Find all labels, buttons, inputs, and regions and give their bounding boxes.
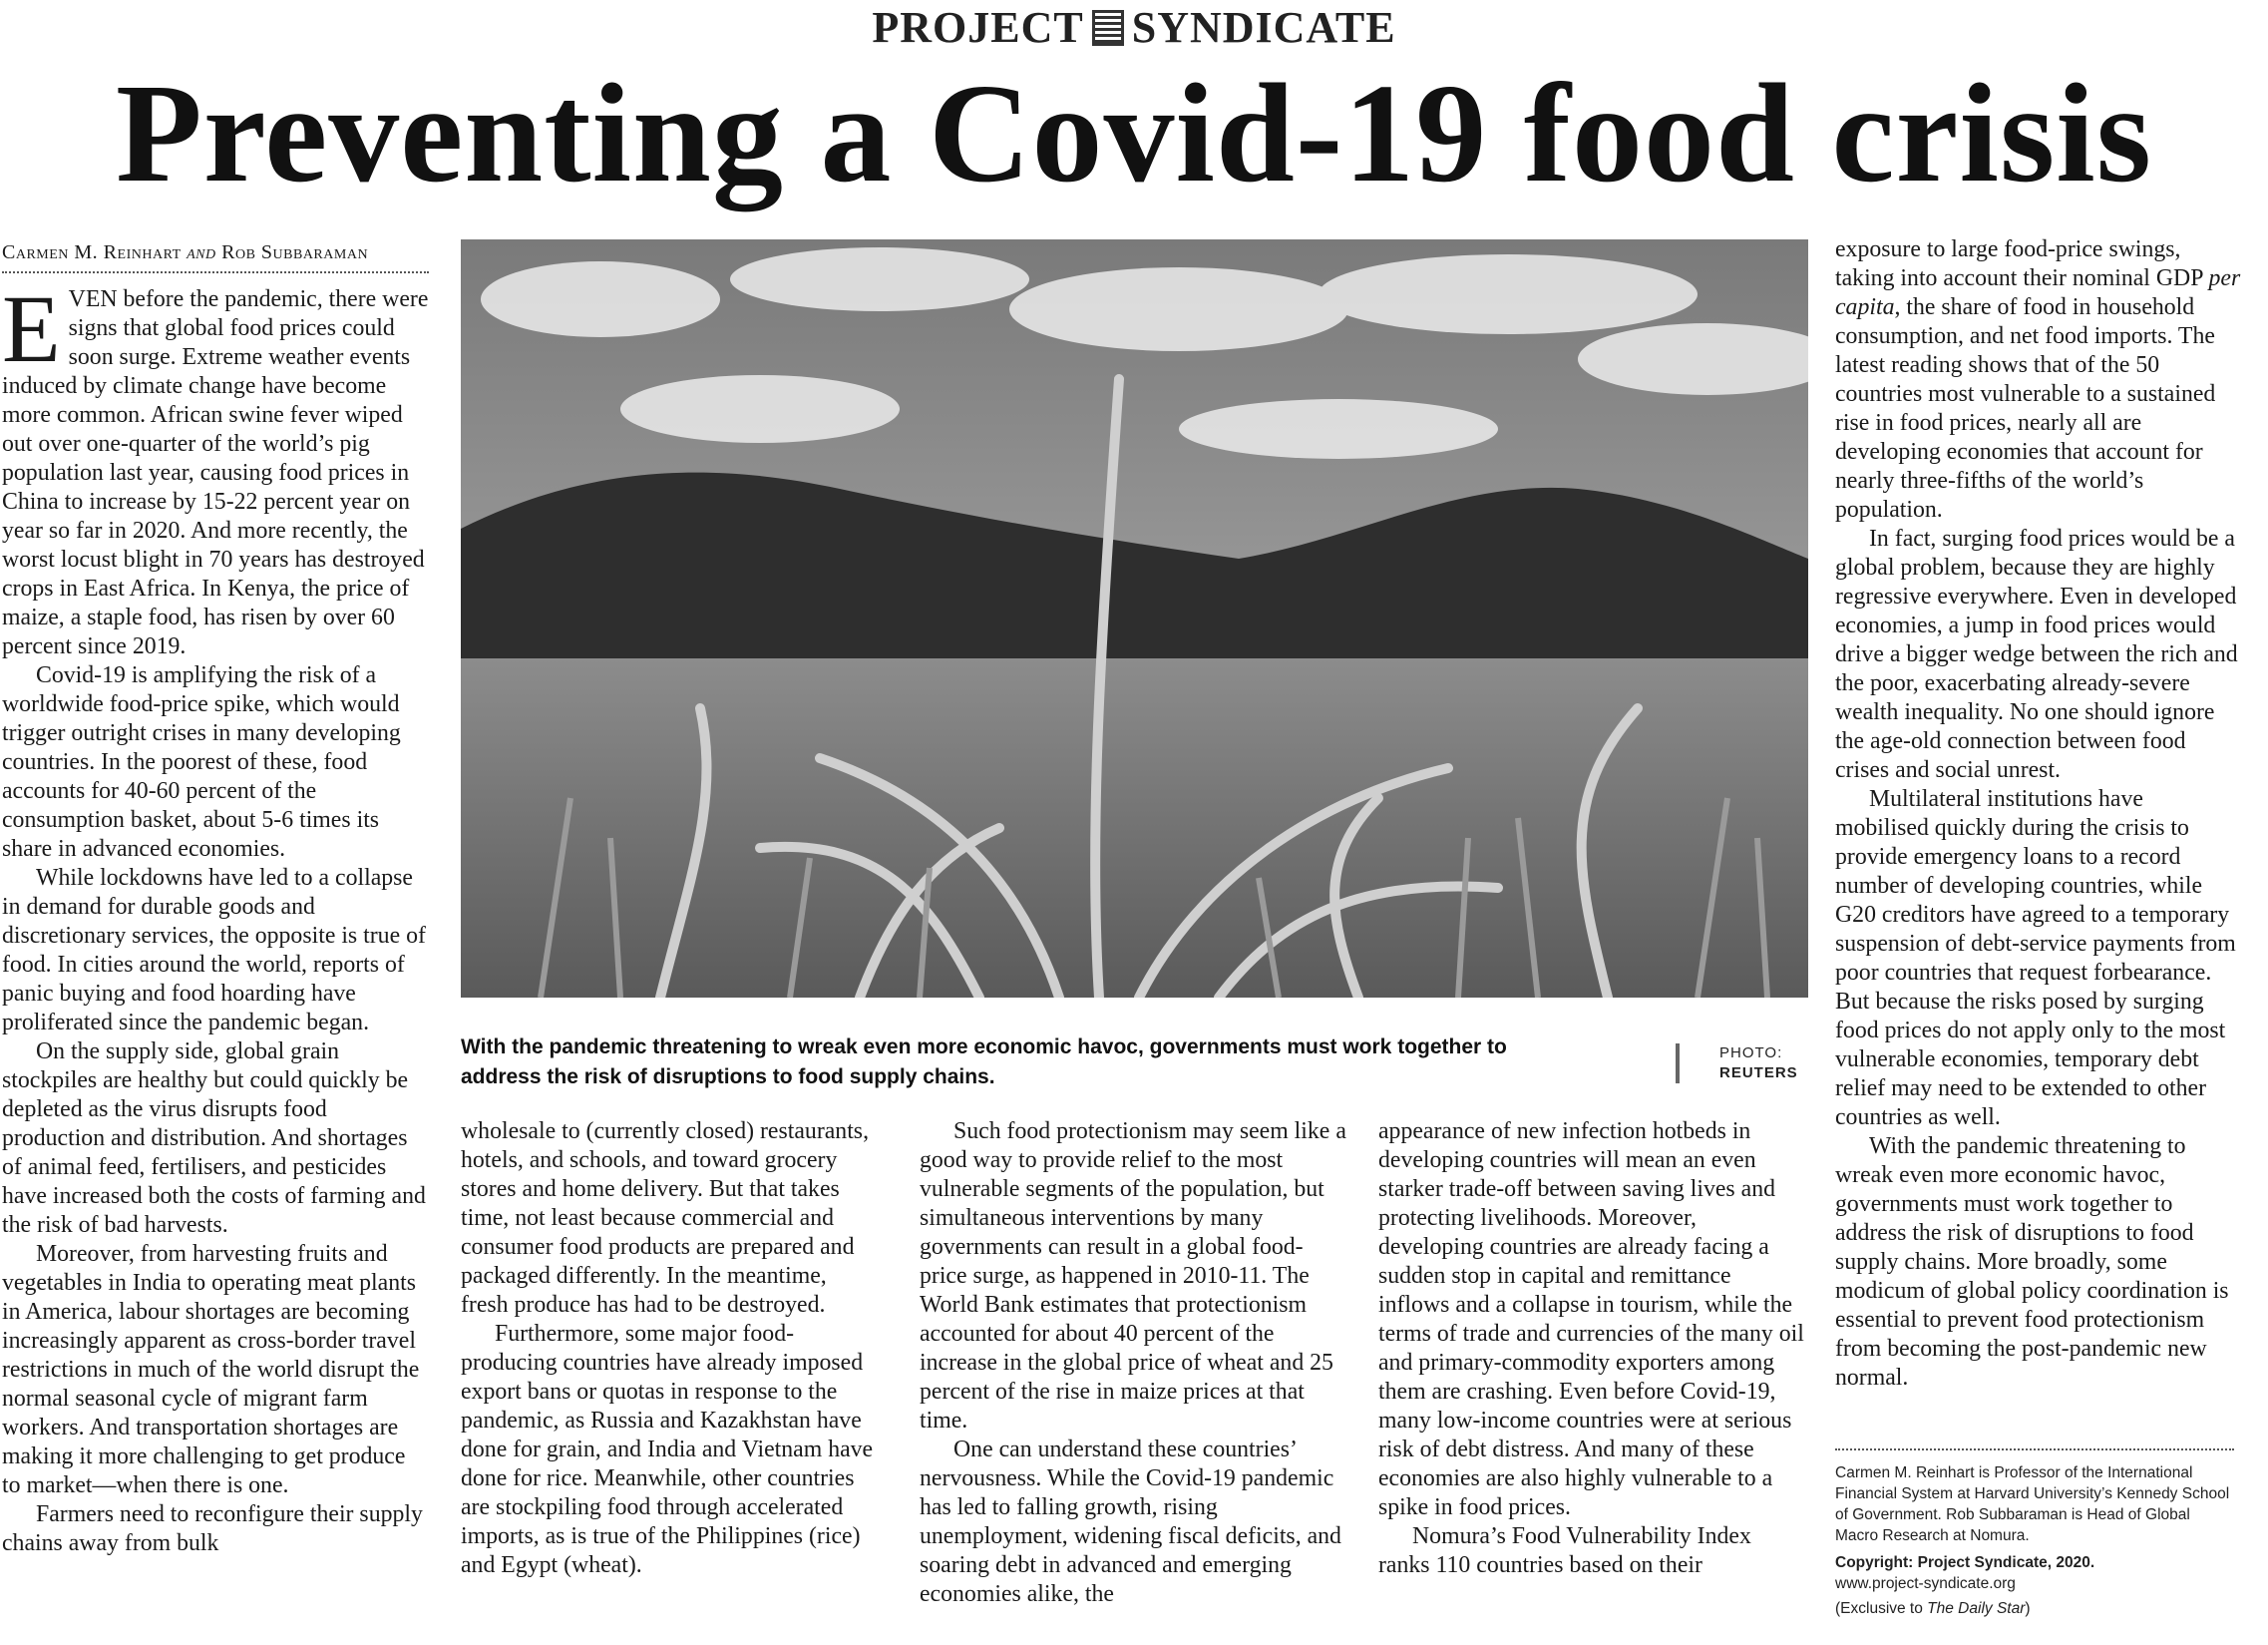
column-2 bbox=[461, 1117, 880, 1580]
paragraph: With the pandemic threatening to wreak even more economic havoc, governments must work together to address the risk of disruptions to food supply chains. More broadly, some modicum of global policy coordination is essential to prevent food protectionism from becoming the post-pandemic new normal. bbox=[1835, 1133, 2229, 1391]
author-bio bbox=[1835, 1448, 2234, 1619]
column-5 bbox=[1835, 235, 2242, 1393]
credit-label: PHOTO: bbox=[1719, 1044, 1783, 1061]
photo-credit bbox=[1676, 1043, 1815, 1083]
copyright: Copyright: Project Syndicate, 2020. bbox=[1835, 1554, 2095, 1571]
paragraph: EVEN before the pandemic, there were signs that global food prices could soon surge. Extreme weather events induced by climate change have become more common. African swine fever wiped out over one-quarter of the world’s pig population last year, causing food prices in China to increase by 15-22 percent year on year so far in 2020. And more recently, the worst locust blight in 70 years has destroyed crops in East Africa. In Kenya, the price of maize, a staple food, has risen by over 60 percent since 2019. bbox=[2, 275, 429, 659]
paragraph: In fact, surging food prices would be a global problem, because they are highly regressive everywhere. Even in developed economies, a jump in food prices would drive a bigger wedge between the rich and the poor, exacerbating already-severe wealth inequality. No one should ignore the age-old connection between food crises and social unrest. bbox=[1835, 526, 2238, 783]
photo-caption: With the pandemic threatening to wreak even more economic havoc, governments must work together to address the risk of disruptions to food supply chains. bbox=[461, 1035, 1507, 1088]
paragraph: Nomura’s Food Vulnerability Index ranks 110 countries based on their bbox=[1378, 1523, 1751, 1578]
paragraph: Furthermore, some major food-producing countries have already imposed export bans or quotas in response to the pandemic, as Russia and Kazakhstan have done for grain, and India and Vietnam have done for rice. Meanwhile, other countries are stockpiling food through accelerated imports, as is true of the Philippines (rice) and Egypt (wheat). bbox=[461, 1321, 874, 1578]
paragraph: exposure to large food-price swings, taking into account their nominal GDP per capita, the share of food in household consumption, and net food imports. The latest reading shows that of the 50 countries most vulnerable to a sustained rise in food prices, nearly all are developing economies that account for nearly three-fifths of the world’s population. bbox=[1835, 236, 2241, 523]
masthead-left: PROJECT bbox=[872, 3, 1084, 52]
paragraph: Farmers need to reconfigure their supply chains away from bulk bbox=[2, 1501, 423, 1556]
paragraph: One can understand these countries’ nervousness. While the Covid-19 pandemic has led to falling growth, rising unemployment, widening fiscal deficits, and soaring debt in advanced and emerging economies alike, the bbox=[920, 1437, 1341, 1607]
bio-text: Carmen M. Reinhart is Professor of the International Financial System at Harvard University’s Kennedy School of Government. Rob Subbaraman is Head of Global Macro Research at Nomura. bbox=[1835, 1464, 2230, 1544]
paragraph: Multilateral institutions have mobilised quickly during the crisis to provide emergency loans to a record number of developing countries, while G20 creditors have agreed to a temporary suspension of debt-service payments from poor countries that request forbearance. But because the risks posed by surging food prices do not apply only to the most vulnerable economies, temporary debt relief may need to be extended to other countries as well. bbox=[1835, 786, 2236, 1130]
cornfield-photo bbox=[461, 239, 1808, 998]
column-4 bbox=[1378, 1117, 1805, 1580]
paragraph: While lockdowns have led to a collapse in demand for durable goods and discretionary services, the opposite is true of food. In cities around the world, reports of panic buying and food hoarding have proliferated since the pandemic began. bbox=[2, 865, 426, 1035]
paragraph: On the supply side, global grain stockpiles are healthy but could quickly be depleted as the virus disrupts food production and distribution. And shortages of animal feed, fertilisers, and pesticides have increased both the costs of farming and the risk of bad harvests. bbox=[2, 1038, 426, 1238]
author-1: Carmen M. Reinhart bbox=[2, 241, 182, 263]
paragraph: appearance of new infection hotbeds in developing countries will mean an even starker trade-off between saving lives and protecting livelihoods. Moreover, developing countries are already facing a sudden stop in capital and remittance inflows and a collapse in tourism, while the terms of trade and currencies of the many oil and primary-commodity exporters among them are crashing. Even before Covid-19, many low-income countries were at serious risk of debt distress. And many of these economies are also highly vulnerable to a spike in food prices. bbox=[1378, 1118, 1804, 1520]
column-1 bbox=[2, 239, 429, 1558]
author-2: Rob Subbaraman bbox=[221, 241, 369, 263]
paragraph: Moreover, from harvesting fruits and vegetables in India to operating meat plants in America, labour shortages are becoming increasingly apparent as cross-border travel restrictions in much of the world disrupt the normal seasonal cycle of migrant farm workers. And transportation shortages are making it more challenging to get produce to market—when there is one. bbox=[2, 1241, 420, 1498]
drop-cap: E bbox=[2, 275, 61, 382]
masthead-right: SYNDICATE bbox=[1131, 3, 1396, 52]
credit-source: REUTERS bbox=[1719, 1064, 1798, 1081]
byline bbox=[2, 239, 429, 273]
byline-and: and bbox=[187, 241, 216, 263]
book-icon bbox=[1092, 10, 1124, 46]
paragraph: wholesale to (currently closed) restaurants, hotels, and schools, and toward grocery stores and home delivery. But that takes time, not least because commercial and consumer food products are prepared and packaged differently. In the meantime, fresh produce has had to be destroyed. bbox=[461, 1118, 870, 1318]
column-3 bbox=[920, 1117, 1350, 1609]
masthead bbox=[0, 2, 2268, 53]
exclusive-note: (Exclusive to The Daily Star) bbox=[1835, 1600, 2031, 1617]
paragraph: Such food protectionism may seem like a good way to provide relief to the most vulnerable segments of the population, but simultaneous interventions by many governments can result in a global food-price surge, as happened in 2010-11. The World Bank estimates that protectionism accounted for about 40 percent of the increase in the global price of wheat and 25 percent of the rise in maize prices at that time. bbox=[920, 1118, 1346, 1434]
website-url: www.project-syndicate.org bbox=[1835, 1575, 2016, 1592]
headline: Preventing a Covid-19 food crisis bbox=[116, 54, 2152, 211]
photo-image bbox=[461, 239, 1808, 998]
paragraph: Covid-19 is amplifying the risk of a worldwide food-price spike, which would trigger outright crises in many developing countries. In the poorest of these, food accounts for 40-60 percent of the consumption basket, about 5-6 times its share in advanced economies. bbox=[2, 662, 401, 862]
